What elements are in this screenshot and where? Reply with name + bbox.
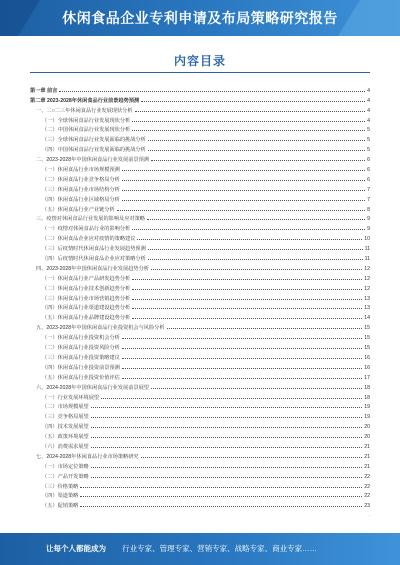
toc-entry[interactable] [30,84,370,94]
toc-page-number: 4 [367,87,370,94]
toc-entry[interactable] [30,311,370,321]
toc-entry[interactable] [30,371,370,381]
toc-page-number: 4 [367,97,370,104]
toc-leader-dots [91,437,363,438]
toc-entry-text: （二）休闲食品行业技术创新趋势分析 [42,285,131,292]
toc-leader-dots [122,338,362,339]
toc-entry-text: （三）价格策略 [42,483,79,490]
toc-page-number: 9 [367,226,370,233]
toc-leader-dots [59,91,365,92]
toc-entry[interactable] [30,391,370,401]
toc-entry[interactable] [30,470,370,480]
toc-entry-text: （五）促销策略 [42,503,79,510]
toc-entry[interactable] [30,302,370,312]
toc-entry[interactable] [30,499,370,509]
page-title: 休闲食品企业专利申请及布局策略研究报告 [62,10,338,26]
toc-leader-dots [148,150,365,151]
toc-leader-dots [91,477,363,478]
toc-leader-dots [91,407,363,408]
toc-entry-text: 五、2023-2028年中国休闲食品行业投资机会与风险分析 [36,325,165,332]
toc-leader-dots [132,229,365,230]
toc-leader-dots [122,200,365,201]
toc-heading: 内容目录 [173,54,226,68]
footer-slogan [46,543,317,554]
toc-entry-text: （一）行业发展环境展望 [42,394,100,401]
toc-leader-dots [132,121,365,122]
toc-entry[interactable] [30,114,370,124]
toc-entry-text: （五）休闲食品行业投资价值评估 [42,374,120,381]
page-marker: · [368,513,370,519]
toc-entry-text: 一、二○二三年休闲食品行业发展现状分析 [36,107,133,114]
toc-leader-dots [122,358,362,359]
toc-entry[interactable] [30,193,370,203]
toc-page-number: 16 [364,354,370,361]
toc-page-number: 19 [364,414,370,421]
toc-entry-text: 七、2024-2028年休闲食品行业市场策略研究 [36,453,139,460]
toc-entry-text: （三）后疫情时代休闲食品行业发展趋势预测 [42,246,146,253]
toc-leader-dots [122,170,365,171]
toc-leader-dots [117,210,365,211]
toc-page-number: 8 [367,206,370,213]
toc-leader-dots [132,318,362,319]
toc-entry-text: 六、2024-2028年中国休闲食品行业发展前景展望 [36,384,149,391]
toc-page-number: 18 [364,394,370,401]
toc-page-number: 12 [364,285,370,292]
toc-entry-text: （一）市场定位策略 [42,463,89,470]
toc-entry[interactable] [30,232,370,242]
toc-leader-dots [101,398,362,399]
toc-entry-text: （四）技术发展展望 [42,424,89,431]
footer-slogan-left: 让每个人都能成为 [46,544,106,553]
toc-page-number: 11 [364,256,370,263]
toc-entry-text: （一）休闲食品行业产品研发趋势分析 [42,275,131,282]
toc-page-number: 15 [364,345,370,352]
toc-entry-text: （二）中国休闲食品行业发展现状分析 [42,127,131,134]
toc-entry[interactable] [30,163,370,173]
toc-leader-dots [91,447,363,448]
toc-leader-dots [132,130,365,131]
toc-leader-dots [148,140,365,141]
toc-page-number: 22 [364,483,370,490]
toc-entry-text: （四）休闲食品行业区域格局分析 [42,196,120,203]
toc-entry[interactable] [30,410,370,420]
toc-leader-dots [167,328,363,329]
toc-leader-dots [91,417,363,418]
toc-page-number: 13 [364,305,370,312]
toc-entry[interactable] [30,331,370,341]
toc-page-number: 9 [367,216,370,223]
toc-page-number: 21 [364,453,370,460]
toc-page-number: 7 [367,196,370,203]
toc-entry[interactable] [30,351,370,361]
toc-entry[interactable] [30,213,370,223]
toc-entry-text: （四）后疫情时代休闲食品企业应对策略分析 [42,256,146,263]
toc-page-number: 16 [364,364,370,371]
toc-page-number: 23 [364,503,370,510]
toc-entry[interactable] [30,104,370,114]
toc-entry[interactable] [30,430,370,440]
toc-leader-dots [151,388,362,389]
toc-entry-text: （二）休闲食品行业竞争格局分析 [42,176,120,183]
toc-entry-text: （二）产品开发策略 [42,473,89,480]
toc-entry[interactable] [30,272,370,282]
toc-entry-text: 三、疫情对休闲食品行业发展的影响及应对策略 [36,216,145,223]
toc-entry[interactable] [30,480,370,490]
toc-entry[interactable] [30,460,370,470]
toc-leader-dots [80,496,362,497]
toc-leader-dots [135,111,366,112]
toc-page-number: 15 [364,335,370,342]
toc-page-number: 15 [364,325,370,332]
toc-page-number: 4 [367,107,370,114]
toc-leader-dots [141,457,363,458]
toc-entry[interactable] [30,341,370,351]
toc-entry-text: （一）疫情对休闲食品行业的影响分析 [42,226,131,233]
toc-leader-dots [122,180,365,181]
toc-entry[interactable] [30,133,370,143]
toc-leader-dots [151,160,365,161]
toc-entry-text: （一）休闲食品行业投资机会分析 [42,335,120,342]
toc-page-number: 13 [364,295,370,302]
toc-leader-dots [147,219,365,220]
toc-entry-text: 第一章 前言 [30,87,58,94]
toc-entry[interactable] [30,143,370,153]
toc-entry-text: （六）消费需求展望 [42,443,89,450]
toc-page-number: 7 [367,186,370,193]
toc-page-number: 12 [364,265,370,272]
toc-page-number: 21 [364,443,370,450]
toc-entry[interactable] [30,242,370,252]
toc-page-number: 17 [364,374,370,381]
toc-entry-text: （四）中国休闲食品行业发展面临的挑战分析 [42,147,146,154]
toc-page-number: 21 [364,463,370,470]
toc-entry[interactable] [30,292,370,302]
toc-page-number: 22 [364,473,370,480]
toc-leader-dots [91,467,363,468]
toc-entry[interactable] [30,124,370,134]
toc-page-number: 11 [364,246,370,253]
toc-entry-text: （一）休闲食品行业市场规模预测 [42,167,120,174]
toc-page-number: 18 [364,384,370,391]
toc-page-number: 5 [367,137,370,144]
toc-page-number: 5 [367,127,370,134]
toc-entry-text: （四）休闲食品行业渠道建设趋势分析 [42,305,131,312]
toc-entry[interactable] [30,420,370,430]
toc-leader-dots [137,239,362,240]
toc-entry[interactable] [30,450,370,460]
toc-leader-dots [148,259,363,260]
toc-entry[interactable] [30,153,370,163]
footer-banner [0,533,400,565]
toc-entry-text: 四、2023-2028年中国休闲食品行业发展趋势分析 [36,265,149,272]
table-of-contents [30,84,370,509]
toc-entry[interactable] [30,381,370,391]
toc-entry[interactable] [30,183,370,193]
toc-entry-text: （五）政策环境展望 [42,434,89,441]
toc-leader-dots [122,378,362,379]
toc-page-number: 22 [364,493,370,500]
toc-entry-text: （三）休闲食品行业市场结构分析 [42,186,120,193]
toc-page-number: 6 [367,167,370,174]
toc-divider [30,72,370,73]
header-banner [0,0,400,36]
footer-slogan-right: 行业专家、管理专家、营销专家、战略专家、商业专家…… [122,544,318,553]
toc-entry[interactable] [30,440,370,450]
toc-entry-text: 第二章 2023-2028年休闲食品行业前景趋势预测 [30,97,140,104]
toc-entry-text: （五）休闲食品行业品牌建设趋势分析 [42,315,131,322]
toc-page-number: 12 [364,275,370,282]
toc-entry-text: 二、2023-2028年中国休闲食品行业发展前景预测 [36,157,149,164]
toc-page-number: 20 [364,424,370,431]
toc-entry-text: （三）全球休闲食品行业发展面临的挑战分析 [42,137,146,144]
toc-leader-dots [132,289,362,290]
toc-entry[interactable] [30,282,370,292]
toc-entry-text: （四）休闲食品行业投资前景预测 [42,364,120,371]
toc-leader-dots [141,101,365,102]
toc-leader-dots [91,427,363,428]
toc-page-number: 20 [364,434,370,441]
toc-page-number: 6 [367,157,370,164]
toc-page-number: 14 [364,315,370,322]
toc-entry[interactable] [30,252,370,262]
toc-entry-text: （二）休闲食品行业投资风险分析 [42,345,120,352]
toc-entry[interactable] [30,173,370,183]
toc-entry-text: （三）竞争格局展望 [42,414,89,421]
toc-entry-text: （三）休闲食品行业投资策略建议 [42,354,120,361]
toc-page-number: 19 [364,404,370,411]
toc-entry-text: （五）休闲食品行业产业链分析 [42,206,115,213]
toc-entry-text: （二）市场规模展望 [42,404,89,411]
toc-entry-text: （四）渠道策略 [42,493,79,500]
toc-entry[interactable] [30,401,370,411]
toc-entry-text: （三）休闲食品行业市场营销趋势分析 [42,295,131,302]
toc-leader-dots [80,487,362,488]
toc-leader-dots [122,368,362,369]
toc-entry[interactable] [30,222,370,232]
toc-page-number: 6 [367,176,370,183]
toc-entry[interactable] [30,361,370,371]
toc-entry-text: （一）全球休闲食品行业发展现状分析 [42,117,131,124]
toc-entry[interactable] [30,203,370,213]
toc-entry[interactable] [30,321,370,331]
toc-leader-dots [122,190,365,191]
toc-page-number: 4 [367,117,370,124]
toc-leader-dots [80,506,362,507]
toc-leader-dots [132,308,362,309]
toc-page-number: 10 [364,236,370,243]
toc-entry[interactable] [30,490,370,500]
toc-entry[interactable] [30,262,370,272]
toc-page-number: 5 [367,147,370,154]
toc-leader-dots [132,279,362,280]
toc-leader-dots [122,348,362,349]
toc-entry-text: （二）休闲食品企业应对疫情的策略建议 [42,236,136,243]
toc-leader-dots [148,249,363,250]
toc-leader-dots [151,269,362,270]
toc-leader-dots [132,299,362,300]
toc-entry[interactable] [30,94,370,104]
